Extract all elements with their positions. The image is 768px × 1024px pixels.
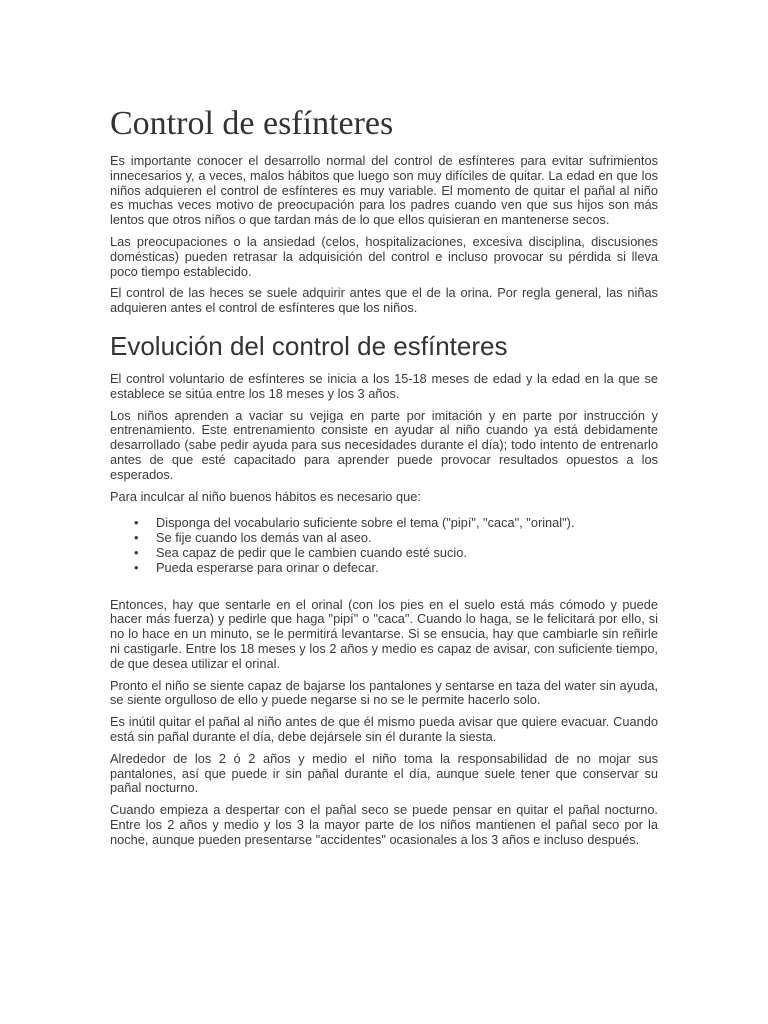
section-body bbox=[110, 372, 658, 848]
list-item-text: Sea capaz de pedir que le cambien cuando esté sucio. bbox=[156, 544, 467, 560]
list-item-text: Pueda esperarse para orinar o defecar. bbox=[156, 559, 379, 575]
section-paragraph: El control voluntario de esfínteres se inicia a los 15-18 meses de edad y la edad en la que se establece se sitúa entre los 18 meses y los 3 años. bbox=[110, 370, 658, 401]
section-paragraph: Alrededor de los 2 ó 2 años y medio el niño toma la responsabilidad de no mojar sus pantalones, así que puede ir sin pañal durante el día, aunque suele tener que conservar su pañal nocturno. bbox=[110, 750, 658, 796]
document-page bbox=[110, 100, 658, 854]
list-item-text: Se fije cuando los demás van al aseo. bbox=[156, 530, 372, 546]
list-item bbox=[134, 530, 658, 546]
section-paragraph: Cuando empieza a despertar con el pañal seco se puede pensar en quitar el pañal nocturno. Entre los 2 años y medio y los 3 la mayor parte de los niños mantienen el pañal seco por la noche, aunque pueden presentarse "accidentes" ocasionales a los 3 años e incluso después. bbox=[110, 802, 658, 847]
page-title: Control de esfínteres bbox=[110, 105, 394, 142]
list-item bbox=[134, 559, 658, 576]
intro-paragraph: Las preocupaciones o la ansiedad (celos, hospitalizaciones, excesiva disciplina, discusiones domésticas) pueden retrasar la adquisición del control e incluso provocar su pérdida si lleva poco tiempo establecido. bbox=[110, 233, 658, 279]
list-item bbox=[134, 515, 658, 531]
bullet-icon: • bbox=[134, 515, 139, 531]
bullet-icon: • bbox=[134, 544, 139, 560]
section-paragraph: Entonces, hay que sentarle en el orinal (con los pies en el suelo está más cómodo y puede hacer más fuerza) y pedirle que haga "pipí" o "caca". Cuando lo haga, se le felicitará por ello, si no lo hace en un minuto, se le permitirá levantarse. Si se ensucia, hay que cambiarle sin reñirle ni castigarle. Entre los 18 meses y los 2 años y medio es capaz de avisar, con suficiente tiempo, de que desea utilizar el orinal. bbox=[110, 596, 658, 671]
habits-list bbox=[110, 516, 658, 575]
bullet-icon: • bbox=[134, 530, 139, 546]
section-paragraph: Es inútil quitar el pañal al niño antes de que él mismo pueda avisar que quiere evacuar. Cuando está sin pañal durante el día, debe dejársele sin él durante la siesta. bbox=[110, 714, 658, 744]
section-paragraph: Los niños aprenden a vaciar su vejiga en parte por imitación y en parte por instrucción y entrenamiento. Este entrenamiento consiste en ayudar al niño cuando ya está debidamente desarrollado (sabe pedir ayuda para sus necesidades durante el día); todo intento de entrenarlo antes de que esté capacitado para aprender puede provocar resultados opuestos a los esperados. bbox=[110, 407, 658, 482]
section-paragraph: Para inculcar al niño buenos hábitos es necesario que: bbox=[110, 488, 421, 504]
section-heading: Evolución del control de esfínteres bbox=[110, 330, 508, 361]
list-item-text: Disponga del vocabulario suficiente sobre el tema ("pipí", "caca", "orinal"). bbox=[156, 515, 575, 531]
bullet-icon: • bbox=[134, 559, 139, 575]
intro-paragraph: El control de las heces se suele adquirir antes que el de la orina. Por regla general, las niñas adquieren antes el control de esfínteres que los niños. bbox=[110, 285, 658, 316]
list-item bbox=[134, 544, 658, 561]
section-paragraph: Pronto el niño se siente capaz de bajarse los pantalones y sentarse en taza del water sin ayuda, se siente orgulloso de ello y puede negarse si no se le permite hacerlo solo. bbox=[110, 677, 658, 708]
intro-paragraph: Es importante conocer el desarrollo normal del control de esfínteres para evitar sufrimientos innecesarios y, a veces, malos hábitos que luego son muy difíciles de quitar. La edad en que los niños adquieren el control de esfínteres es muy variable. El momento de quitar el pañal al niño es muchas veces motivo de preocupación para los padres cuando ven que sus hijos son más lentos que otros niños o que tardan más de lo que ellos quisieran en mantenerse secos. bbox=[110, 153, 658, 228]
intro-section bbox=[110, 154, 658, 316]
